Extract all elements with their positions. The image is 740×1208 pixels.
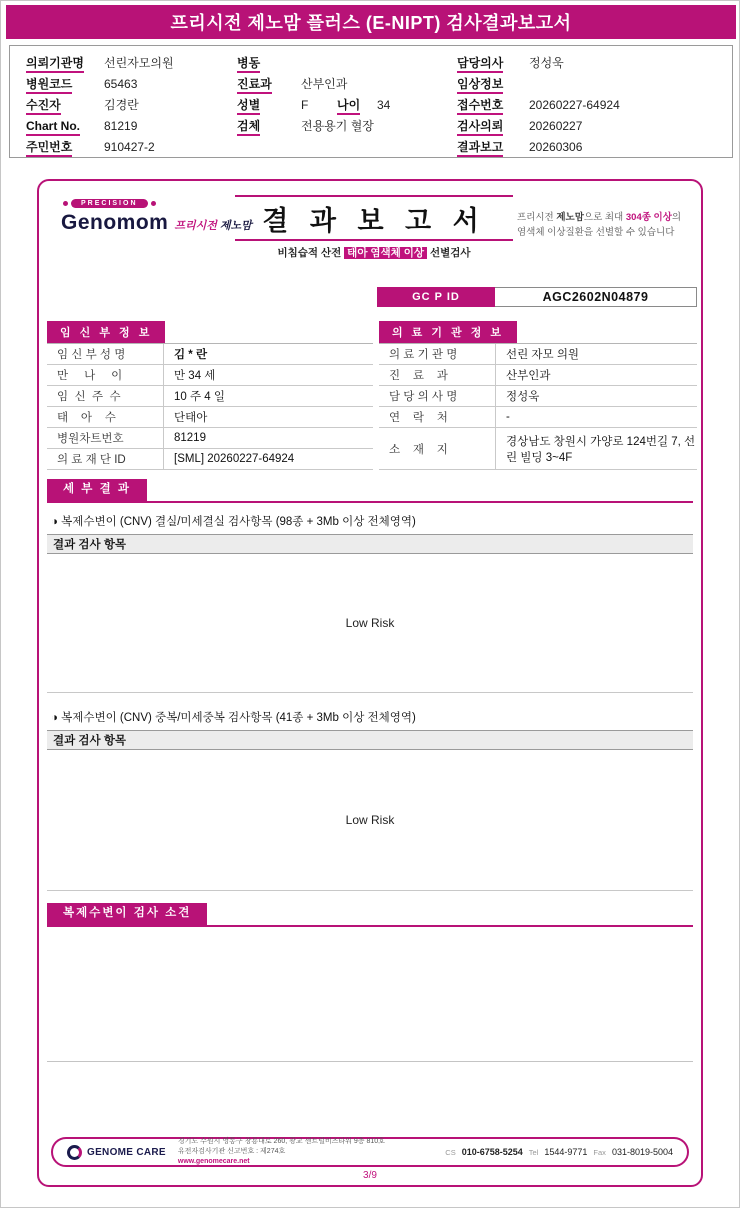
genomecare-icon [67, 1145, 82, 1160]
cnv-duplication-table-header: 결과 검사 항목 [47, 730, 693, 750]
field-value: 전용용기 혈장 [301, 119, 374, 133]
row-label: 태 아 수 [57, 412, 116, 424]
field-label: 진료과 [237, 77, 272, 94]
table-row [47, 407, 373, 428]
patient-header-box [9, 45, 733, 158]
result-report-heading: 결 과 보 고 서 [262, 206, 486, 236]
field-label: 임상정보 [457, 77, 503, 94]
field-value: 65463 [104, 76, 138, 91]
cs-number: 010-6758-5254 [461, 1147, 523, 1157]
gcpid-bar [377, 287, 697, 307]
genomom-wordmark: Genomom [61, 211, 169, 234]
field-row-ward [237, 52, 452, 73]
cnv-deletion-table-header: 결과 검사 항목 [47, 534, 693, 554]
field-value: 81219 [104, 118, 138, 133]
field-label: 결과보고 [457, 140, 503, 157]
fax-label: Fax [593, 1148, 606, 1157]
field-row-clinical-info [457, 73, 722, 94]
detail-results-header [47, 479, 693, 503]
row-value: 단태아 [163, 407, 373, 427]
result-report-box [37, 179, 703, 1187]
mother-info-table [47, 321, 373, 470]
genomom-logo [61, 199, 252, 235]
footer-box [51, 1137, 689, 1167]
table-row [47, 428, 373, 449]
mother-info-rows [47, 343, 373, 470]
row-label: 진 료 과 [389, 370, 448, 382]
row-label: 연 락 처 [389, 412, 448, 424]
genomom-korean-wordmark: 프리시전 제노맘 [174, 220, 252, 232]
cnv-duplication-section-title: ◑ 복제수변이 (CNV) 중복/미세중복 검사항목 (41종 + 3Mb 이상 전체영역) [51, 712, 416, 724]
row-value: 산부인과 [495, 365, 697, 385]
field-value: F [301, 97, 309, 112]
row-value: 김 * 란 [163, 344, 373, 364]
cnv-opinion-chip: 복제수변이 검사 소견 [47, 903, 207, 925]
title-rule-bottom [235, 239, 513, 241]
table-row [379, 386, 697, 407]
screening-note: 프리시전 제노맘으로 최대 304종 이상의 염색체 이상질환을 선별할 수 있습니다 [517, 212, 682, 238]
patient-header-col3 [457, 52, 722, 157]
row-value: 경상남도 창원시 가양로 124번길 7, 선린 빌딩 3~4F [495, 428, 697, 469]
patient-header-col2 [237, 52, 452, 136]
footer-registration: 유전자검사기관 신고번호 : 제274호 [177, 1148, 286, 1156]
field-label: 주민번호 [26, 140, 72, 157]
field-row-department [237, 73, 452, 94]
report-subtitle: 비침습적 산전 태아 염색체 이상 선별검사 [277, 247, 471, 259]
field-row-patient-name [26, 94, 231, 115]
clinic-info-rows [379, 343, 697, 470]
genomecare-wordmark: GENOME CARE [87, 1146, 166, 1158]
footer-contact [445, 1147, 673, 1157]
field-label: 수진자 [26, 98, 61, 115]
row-label: 임 신 주 수 [57, 391, 121, 403]
cnv-deletion-result-zone [47, 554, 693, 693]
table-row [47, 365, 373, 386]
field-value: 산부인과 [301, 77, 348, 91]
detail-results-chip: 세 부 결 과 [47, 479, 147, 501]
logo-row [61, 211, 252, 235]
footer-website: www.genomecare.net [177, 1157, 250, 1165]
precision-badge-row [63, 199, 252, 208]
report-title-bar [6, 5, 736, 39]
cnv-opinion-header [47, 903, 693, 927]
row-value: 정성욱 [495, 386, 697, 406]
field-row-specimen [237, 115, 452, 136]
field-label: 의뢰기관명 [26, 56, 84, 73]
field-row-request-date [457, 115, 722, 136]
table-row [47, 386, 373, 407]
field-label: 병동 [237, 56, 260, 73]
field-label: 검체 [237, 119, 260, 136]
footer-divider [47, 1061, 693, 1062]
field-row-chart-no [26, 115, 231, 136]
row-value: 10 주 4 일 [163, 386, 373, 406]
row-label: 담 당 의 사 명 [389, 391, 458, 403]
row-value: [SML] 20260227-64924 [163, 449, 373, 469]
row-label: 만 나 이 [57, 370, 123, 382]
row-value: 선린 자모 의원 [495, 344, 697, 364]
fax-number: 031-8019-5004 [611, 1147, 673, 1157]
table-row [47, 344, 373, 365]
field-label: 접수번호 [457, 98, 503, 115]
field-value: 20260306 [529, 139, 583, 154]
row-label: 소 재 지 [389, 443, 448, 456]
field-value: 김경란 [104, 98, 139, 112]
precision-badge: PRECISION [71, 199, 148, 208]
field-label: 나이 [337, 98, 360, 115]
row-label: 임 신 부 성 명 [57, 349, 126, 361]
row-label: 의 료 재 단 ID [57, 454, 126, 466]
clinic-info-header: 의 료 기 관 정 보 [379, 321, 697, 343]
genomecare-logo [67, 1145, 166, 1160]
footer-address-block [178, 1137, 385, 1166]
tel-label: Tel [528, 1148, 539, 1157]
field-row-doctor [457, 52, 722, 73]
table-row [379, 407, 697, 428]
footer-address: 경기도 수원시 영통구 창룡대로 260, 광교 센트럴비즈타워 9층 810호 [177, 1138, 385, 1146]
cnv-deletion-section-title: ◑ 복제수변이 (CNV) 결실/미세결실 검사항목 (98종 + 3Mb 이상 전체영역) [51, 516, 416, 528]
table-row [47, 449, 373, 470]
gcpid-label: GC P ID [377, 287, 495, 307]
field-value: 정성욱 [529, 56, 564, 70]
report-title: 프리시전 제노맘 플러스 (E-NIPT) 검사결과보고서 [170, 13, 572, 33]
row-value: - [495, 407, 697, 427]
badge-dot-right-icon [151, 201, 156, 206]
badge-dot-left-icon [63, 201, 68, 206]
cnv-duplication-result: Low Risk [345, 813, 395, 827]
table-row [379, 428, 697, 470]
field-value: 선린자모의원 [104, 56, 174, 70]
field-label: 담당의사 [457, 56, 503, 73]
row-label: 의 료 기 관 명 [389, 349, 458, 361]
field-value: 34 [377, 97, 391, 112]
gcpid-value: AGC2602N04879 [495, 287, 697, 307]
field-row-ordering-clinic [26, 52, 231, 73]
field-row-sex-age [237, 94, 452, 115]
field-row-hospital-code [26, 73, 231, 94]
field-label: 검사의뢰 [457, 119, 503, 136]
patient-header-col1 [26, 52, 231, 157]
page-number: 3/9 [363, 1170, 377, 1181]
tel-number: 1544-9771 [544, 1147, 588, 1157]
row-value: 81219 [163, 428, 373, 448]
field-label: 성별 [237, 98, 260, 115]
cnv-deletion-result: Low Risk [345, 616, 395, 630]
clinic-info-table [379, 321, 697, 470]
field-value: 20260227-64924 [529, 97, 620, 112]
row-label: 병원차트번호 [57, 433, 124, 445]
field-row-accession-no [457, 94, 722, 115]
cnv-duplication-result-zone [47, 750, 693, 891]
table-row [379, 365, 697, 386]
mother-info-header: 임 신 부 정 보 [47, 321, 373, 343]
field-row-resident-no [26, 136, 231, 157]
field-value: 20260227 [529, 118, 583, 133]
cs-label: CS [445, 1148, 456, 1157]
field-label: 병원코드 [26, 77, 72, 94]
table-row [379, 344, 697, 365]
field-label: Chart No. [26, 119, 80, 136]
report-title-block [235, 195, 513, 260]
subtitle-highlight: 태아 염색체 이상 [344, 247, 427, 259]
row-value: 만 34 세 [163, 365, 373, 385]
field-value: 910427-2 [104, 139, 155, 154]
field-row-report-date [457, 136, 722, 157]
